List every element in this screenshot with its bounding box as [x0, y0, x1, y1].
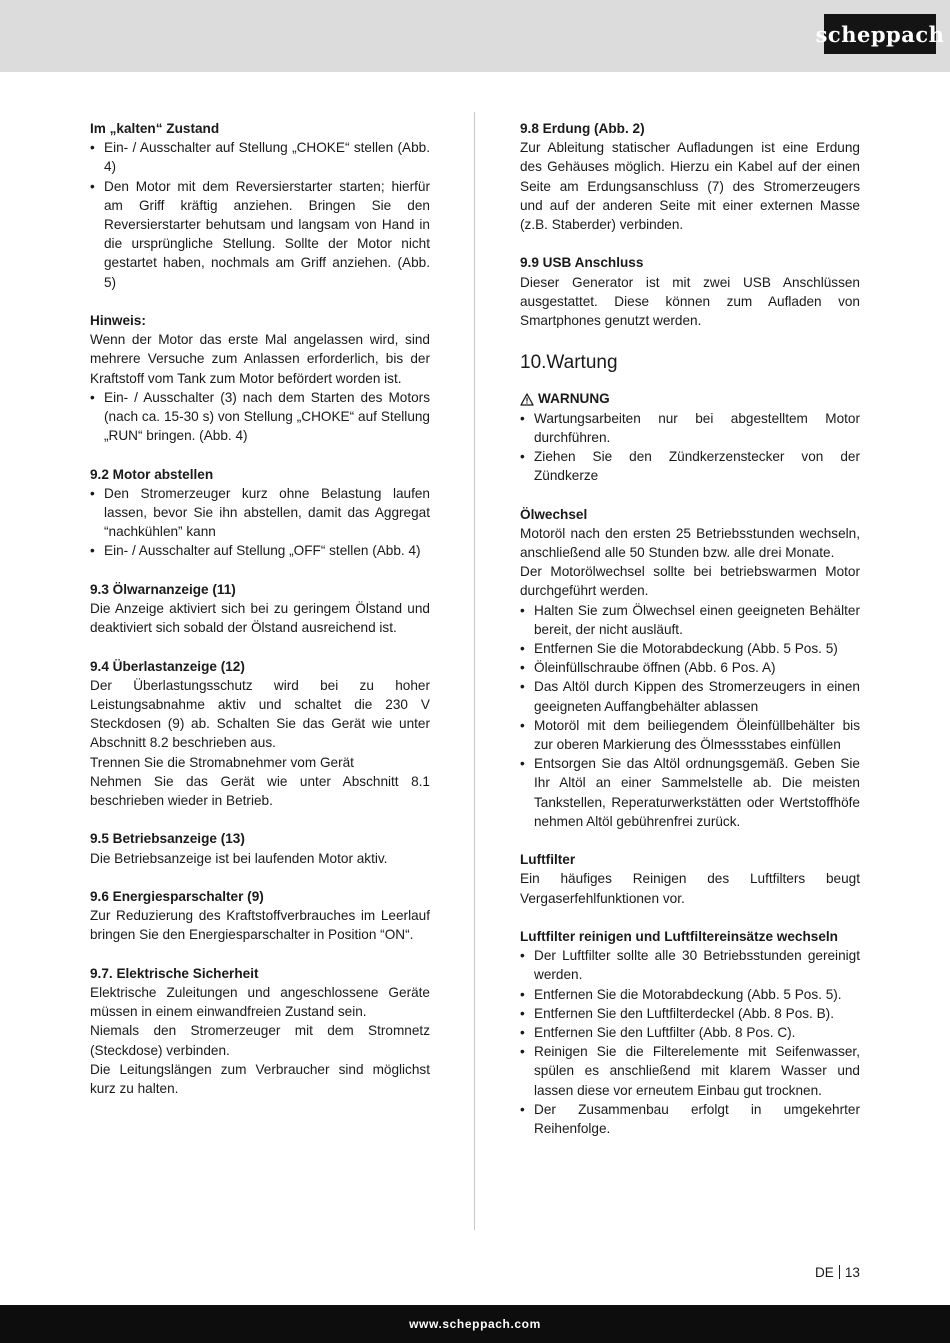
left-column — [90, 119, 430, 1098]
heading-operation-indicator: 9.5 Betriebsanzeige (13) — [90, 831, 245, 847]
engine-stop-list — [90, 484, 430, 561]
column-divider — [474, 112, 475, 1230]
operation-indicator-text: Die Betriebsanzeige ist bei laufenden Motor aktiv. — [90, 850, 388, 866]
section-title-maintenance — [520, 351, 860, 375]
bullet-icon: • — [90, 389, 95, 405]
usb-text: Dieser Generator ist mit zwei USB Anschlüssen ausgestattet. Diese können zum Aufladen von Smartphones genutzt werden. — [520, 274, 860, 329]
list-item: • Der Zusammenbau erfolgt in umgekehrter Reihenfolge. — [520, 1101, 860, 1137]
bullet-icon: • — [520, 410, 525, 426]
bullet-icon: • — [520, 449, 525, 465]
list-item: • Entsorgen Sie das Altöl ordnungsgemäß. Geben Sie Ihr Altöl an einer Sammelstelle ab. Die meisten Tankstellen, Reperaturwerkstätten oder Wertstoffhöfe nehmen Altöl gebührenfrei zurück. — [520, 756, 860, 829]
electrical-safety-text: Elektrische Zuleitungen und angeschlossene Geräte müssen in einem einwandfreien Zustand sein. — [90, 985, 430, 1020]
heading-air-filter: Luftfilter — [520, 852, 576, 868]
page-number — [790, 1265, 860, 1280]
heading-grounding: 9.8 Erdung (Abb. 2) — [520, 121, 645, 136]
heading-cold-start: Im „kalten“ Zustand — [90, 121, 220, 136]
bullet-icon: • — [520, 986, 525, 1002]
bullet-icon: • — [520, 717, 525, 733]
heading-energy-saver: 9.6 Energiesparschalter (9) — [90, 889, 264, 905]
heading-oil-change: Ölwechsel — [520, 506, 588, 522]
bullet-icon: • — [520, 641, 525, 657]
language-code: DE — [814, 1265, 834, 1280]
list-item: • Reinigen Sie die Filterelemente mit Seifenwasser, spülen es anschließend mit klarem Wasser und lassen diese vor erneutem Einbau gut trocknen. — [520, 1044, 860, 1098]
bullet-icon: • — [520, 660, 525, 676]
note-list — [90, 388, 430, 446]
list-item: • Entfernen Sie den Luftfilter (Abb. 8 Pos. C). — [520, 1023, 860, 1042]
list-item: • Das Altöl durch Kippen des Stromerzeugers in einen geeigneten Auffangbehälter ablassen — [520, 679, 860, 714]
list-item: • Motoröl mit dem beiliegendem Öleinfüllbehälter bis zur oberen Markierung des Ölmessstabes einfüllen — [520, 717, 860, 753]
heading-usb: 9.9 USB Anschluss — [520, 255, 644, 271]
right-column — [520, 119, 860, 1138]
list-item: • Entfernen Sie die Motorabdeckung (Abb. 5 Pos. 5). — [520, 985, 860, 1004]
bullet-icon: • — [520, 1101, 525, 1117]
oil-change-list — [520, 601, 860, 831]
list-item: • Den Motor mit dem Reversierstarter starten; hierfür am Griff kräftig anziehen. Bringen Sie den Reversierstarter behutsam und langsam von Hand in die ursprüngliche Stellung. Sollte der Motor nicht gestartet haben, nochmals am Griff anziehen. (Abb. 5) — [90, 178, 430, 290]
list-item: • Entfernen Sie die Motorabdeckung (Abb. 5 Pos. 5) — [520, 639, 860, 658]
cold-start-list — [90, 138, 430, 292]
list-item: • Halten Sie zum Ölwechsel einen geeigneten Behälter bereit, der nicht ausläuft. — [520, 602, 860, 637]
footer-bar — [0, 1305, 950, 1343]
header-band — [0, 0, 950, 72]
bullet-icon: • — [520, 1005, 525, 1021]
section-number: 10. — [520, 352, 547, 374]
bullet-icon: • — [90, 178, 95, 194]
overload-text-2: Trennen Sie die Stromabnehmer vom Gerät — [90, 754, 354, 770]
list-item: • Der Luftfilter sollte alle 30 Betriebsstunden gereinigt werden. — [520, 948, 860, 983]
brand-logo-text: scheppach — [815, 21, 945, 47]
bullet-icon: • — [520, 679, 525, 695]
list-item: • Öleinfüllschraube öffnen (Abb. 6 Pos. A) — [520, 658, 860, 677]
heading-air-filter-clean: Luftfilter reinigen und Luftfiltereinsätze wechseln — [520, 929, 838, 945]
bullet-icon: • — [520, 756, 525, 772]
list-item: • Ein- / Ausschalter (3) nach dem Starten des Motors (nach ca. 15-30 s) von Stellung „CHOKE“ auf Stellung „RUN“ bringen. (Abb. 4) — [90, 389, 430, 444]
section-name: Wartung — [546, 352, 618, 374]
list-item: • Ziehen Sie den Zündkerzenstecker von der Zündkerze — [520, 449, 860, 484]
heading-engine-stop: 9.2 Motor abstellen — [90, 466, 214, 482]
oil-change-text: Motoröl nach den ersten 25 Betriebsstunden wechseln, anschließend alle 50 Stunden bzw. alle drei Monate. — [520, 525, 860, 561]
bullet-icon: • — [90, 543, 95, 559]
overload-text-3: Nehmen Sie das Gerät wie unter Abschnitt 8.1 beschrieben wieder in Betrieb. — [90, 773, 430, 809]
electrical-safety-text-3: Die Leitungslängen zum Verbraucher sind möglichst kurz zu halten. — [90, 1061, 430, 1097]
warning-triangle-icon — [520, 393, 534, 406]
bullet-icon: • — [90, 140, 95, 156]
bullet-icon: • — [520, 948, 525, 964]
list-item: • Ein- / Ausschalter auf Stellung „OFF“ stellen (Abb. 4) — [90, 541, 430, 560]
list-item: • Ein- / Ausschalter auf Stellung „CHOKE“ stellen (Abb. 4) — [90, 140, 430, 175]
list-item: • Den Stromerzeuger kurz ohne Belastung laufen lassen, bevor Sie ihn abstellen, damit das Aggregat “nachkühlen” kann — [90, 485, 430, 540]
page-number-value: 13 — [844, 1265, 860, 1280]
air-filter-list — [520, 946, 860, 1138]
warning-heading — [520, 389, 860, 408]
heading-note: Hinweis: — [90, 313, 146, 329]
heading-oil-warning: 9.3 Ölwarnanzeige (11) — [90, 581, 236, 597]
bullet-icon: • — [520, 602, 525, 618]
grounding-text: Zur Ableitung statischer Aufladungen ist eine Erdung des Gehäuses möglich. Hierzu ein Kabel auf der einen Seite am Erdungsanschluss (7) des Stromerzeugers und auf der anderen Seite mit einer externen Masse (z.B. Staberder) verbinden. — [520, 140, 860, 233]
warning-list — [520, 409, 860, 486]
footer-url: www.scheppach.com — [409, 1317, 541, 1331]
bullet-icon: • — [90, 485, 95, 501]
heading-electrical-safety: 9.7. Elektrische Sicherheit — [90, 965, 259, 981]
overload-text: Der Überlastungsschutz wird bei zu hoher Leistungsabnahme aktiv und schaltet die 230 V Steckdosen (9) ab. Schalten Sie das Gerät wie unter Abschnitt 8.2 beschrieben aus. — [90, 677, 430, 751]
heading-overload: 9.4 Überlastanzeige (12) — [90, 658, 245, 674]
air-filter-text: Ein häufiges Reinigen des Luftfilters beugt Vergaserfehlfunktionen vor. — [520, 871, 860, 906]
bullet-icon: • — [520, 1044, 525, 1060]
list-item: • Entfernen Sie den Luftfilterdeckel (Abb. 8 Pos. B). — [520, 1004, 860, 1023]
page-number-separator — [839, 1265, 840, 1279]
oil-warning-text: Die Anzeige aktiviert sich bei zu geringem Ölstand und deaktiviert sich sobald der Ölstand ausreichend ist. — [90, 601, 430, 636]
energy-saver-text: Zur Reduzierung des Kraftstoffverbrauches im Leerlauf bringen Sie den Energiesparschalter in Position “ON“. — [90, 908, 430, 943]
oil-change-text-2: Der Motorölwechsel sollte bei betriebswarmen Motor durchgeführt werden. — [520, 564, 860, 599]
electrical-safety-text-2: Niemals den Stromerzeuger mit dem Stromnetz (Steckdose) verbinden. — [90, 1023, 430, 1058]
warning-label: WARNUNG — [538, 391, 610, 407]
list-item: • Wartungsarbeiten nur bei abgestelltem Motor durchführen. — [520, 410, 860, 445]
brand-logo — [815, 14, 945, 54]
note-text: Wenn der Motor das erste Mal angelassen wird, sind mehrere Versuche zum Anlassen erforderlich, bis der Kraftstoff vom Tank zum Motor befördert worden ist. — [90, 332, 430, 386]
bullet-icon: • — [520, 1025, 525, 1041]
